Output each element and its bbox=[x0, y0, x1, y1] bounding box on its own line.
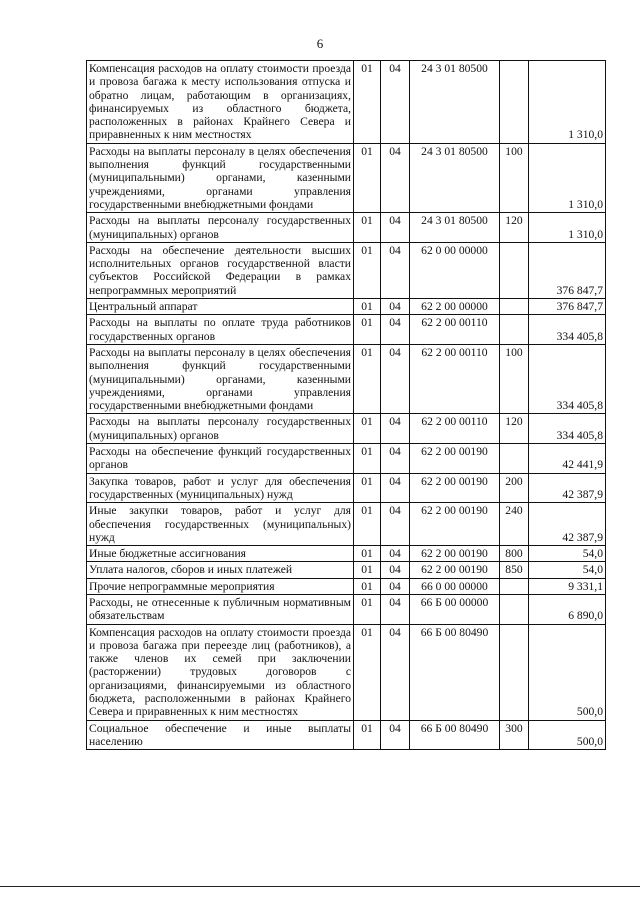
subsection-code-cell: 04 bbox=[381, 61, 410, 144]
expense-name-cell: Иные бюджетные ассигнования bbox=[87, 546, 354, 562]
expense-type-code-cell: 300 bbox=[500, 720, 529, 750]
expense-type-code-cell: 850 bbox=[500, 562, 529, 578]
subsection-code-cell: 04 bbox=[381, 344, 410, 413]
table-row bbox=[87, 61, 606, 144]
page-number: 6 bbox=[316, 36, 324, 51]
section-code-cell: 01 bbox=[354, 720, 381, 750]
amount-cell: 334 405,8 bbox=[529, 414, 606, 444]
subsection-code-cell: 04 bbox=[381, 594, 410, 624]
expense-type-code-cell: 120 bbox=[500, 213, 529, 243]
subsection-code-cell: 04 bbox=[381, 143, 410, 212]
subsection-code-cell: 04 bbox=[381, 578, 410, 594]
section-code-cell: 01 bbox=[354, 546, 381, 562]
target-article-code-cell: 62 2 00 00190 bbox=[410, 546, 500, 562]
target-article-code-cell: 66 0 00 00000 bbox=[410, 578, 500, 594]
amount-cell: 1 310,0 bbox=[529, 213, 606, 243]
section-code-cell: 01 bbox=[354, 594, 381, 624]
amount-cell: 42 387,9 bbox=[529, 503, 606, 546]
expense-name-cell: Расходы на обеспечение функций государственных органов bbox=[87, 444, 354, 474]
target-article-code-cell: 24 3 01 80500 bbox=[410, 61, 500, 144]
target-article-code-cell: 62 2 00 00190 bbox=[410, 562, 500, 578]
expense-name-cell: Расходы на выплаты персоналу государственных (муниципальных) органов bbox=[87, 414, 354, 444]
expense-name-cell: Расходы, не отнесенные к публичным нормативным обязательствам bbox=[87, 594, 354, 624]
table-row bbox=[87, 546, 606, 562]
table-row bbox=[87, 503, 606, 546]
expense-type-code-cell bbox=[500, 594, 529, 624]
expense-name-cell: Прочие непрограммные мероприятия bbox=[87, 578, 354, 594]
expense-type-code-cell bbox=[500, 624, 529, 720]
expense-name-cell: Иные закупки товаров, работ и услуг для обеспечения государственных (муниципальных) нужд bbox=[87, 503, 354, 546]
section-code-cell: 01 bbox=[354, 242, 381, 298]
amount-cell: 1 310,0 bbox=[529, 61, 606, 144]
target-article-code-cell: 62 2 00 00190 bbox=[410, 473, 500, 503]
expense-name-cell: Расходы на выплаты персоналу в целях обеспечения выполнения функций государственными (муниципальными) органами, казенными учреждениями, органами управления государственными внебюджетными фондами bbox=[87, 143, 354, 212]
expense-name-cell: Расходы на выплаты персоналу государственных (муниципальных) органов bbox=[87, 213, 354, 243]
expense-type-code-cell: 800 bbox=[500, 546, 529, 562]
expense-name-cell: Центральный аппарат bbox=[87, 299, 354, 315]
expense-type-code-cell bbox=[500, 315, 529, 345]
expense-name-cell: Расходы на выплаты по оплате труда работников государственных органов bbox=[87, 315, 354, 345]
section-code-cell: 01 bbox=[354, 344, 381, 413]
expense-name-cell: Расходы на обеспечение деятельности высших исполнительных органов государственной власти субъектов Российской Федерации в рамках непрограммных мероприятий bbox=[87, 242, 354, 298]
subsection-code-cell: 04 bbox=[381, 414, 410, 444]
expense-type-code-cell: 100 bbox=[500, 143, 529, 212]
amount-cell: 500,0 bbox=[529, 720, 606, 750]
table-row bbox=[87, 344, 606, 413]
subsection-code-cell: 04 bbox=[381, 444, 410, 474]
section-code-cell: 01 bbox=[354, 213, 381, 243]
expense-type-code-cell bbox=[500, 444, 529, 474]
expense-name-cell: Расходы на выплаты персоналу в целях обеспечения выполнения функций государственными (муниципальными) органами, казенными учреждениями, органами управления государственными внебюджетными фондами bbox=[87, 344, 354, 413]
amount-cell: 334 405,8 bbox=[529, 344, 606, 413]
section-code-cell: 01 bbox=[354, 562, 381, 578]
section-code-cell: 01 bbox=[354, 299, 381, 315]
expense-type-code-cell: 240 bbox=[500, 503, 529, 546]
expense-type-code-cell: 120 bbox=[500, 414, 529, 444]
subsection-code-cell: 04 bbox=[381, 546, 410, 562]
section-code-cell: 01 bbox=[354, 444, 381, 474]
table-row bbox=[87, 594, 606, 624]
table-row bbox=[87, 143, 606, 212]
subsection-code-cell: 04 bbox=[381, 315, 410, 345]
amount-cell: 500,0 bbox=[529, 624, 606, 720]
subsection-code-cell: 04 bbox=[381, 503, 410, 546]
table-row bbox=[87, 578, 606, 594]
section-code-cell: 01 bbox=[354, 143, 381, 212]
amount-cell: 9 331,1 bbox=[529, 578, 606, 594]
amount-cell: 334 405,8 bbox=[529, 315, 606, 345]
amount-cell: 42 387,9 bbox=[529, 473, 606, 503]
target-article-code-cell: 24 3 01 80500 bbox=[410, 143, 500, 212]
target-article-code-cell: 66 Б 00 80490 bbox=[410, 624, 500, 720]
amount-cell: 376 847,7 bbox=[529, 299, 606, 315]
expense-type-code-cell bbox=[500, 61, 529, 144]
section-code-cell: 01 bbox=[354, 315, 381, 345]
table-row bbox=[87, 624, 606, 720]
expense-name-cell: Компенсация расходов на оплату стоимости проезда и провоза багажа к месту использования отпуска и обратно лицам, работающим в организациях, финансируемых из областного бюджета, расположенных в районах Крайнего Севера и приравненных к ним местностях bbox=[87, 61, 354, 144]
section-code-cell: 01 bbox=[354, 503, 381, 546]
section-code-cell: 01 bbox=[354, 473, 381, 503]
expense-name-cell: Закупка товаров, работ и услуг для обеспечения государственных (муниципальных) нужд bbox=[87, 473, 354, 503]
amount-cell: 54,0 bbox=[529, 546, 606, 562]
table-row bbox=[87, 444, 606, 474]
target-article-code-cell: 66 Б 00 00000 bbox=[410, 594, 500, 624]
subsection-code-cell: 04 bbox=[381, 473, 410, 503]
table-row bbox=[87, 562, 606, 578]
target-article-code-cell: 62 2 00 00110 bbox=[410, 315, 500, 345]
amount-cell: 6 890,0 bbox=[529, 594, 606, 624]
expense-type-code-cell bbox=[500, 578, 529, 594]
section-code-cell: 01 bbox=[354, 61, 381, 144]
target-article-code-cell: 66 Б 00 80490 bbox=[410, 720, 500, 750]
amount-cell: 376 847,7 bbox=[529, 242, 606, 298]
target-article-code-cell: 62 2 00 00000 bbox=[410, 299, 500, 315]
table-row bbox=[87, 473, 606, 503]
target-article-code-cell: 62 2 00 00110 bbox=[410, 344, 500, 413]
expense-name-cell: Компенсация расходов на оплату стоимости проезда и провоза багажа при переезде лиц (работников), а также членов их семей при заключении (расторжении) трудовых договоров с организациями, финансируемыми из областного бюджета, расположенными в районах Крайнего Севера и приравненных к ним местностях bbox=[87, 624, 354, 720]
amount-cell: 1 310,0 bbox=[529, 143, 606, 212]
table-row bbox=[87, 720, 606, 750]
table-row bbox=[87, 299, 606, 315]
section-code-cell: 01 bbox=[354, 624, 381, 720]
subsection-code-cell: 04 bbox=[381, 299, 410, 315]
expense-type-code-cell: 200 bbox=[500, 473, 529, 503]
expense-type-code-cell bbox=[500, 242, 529, 298]
amount-cell: 42 441,9 bbox=[529, 444, 606, 474]
expense-type-code-cell bbox=[500, 299, 529, 315]
target-article-code-cell: 62 2 00 00190 bbox=[410, 503, 500, 546]
page-bottom-rule bbox=[0, 886, 640, 887]
expense-name-cell: Социальное обеспечение и иные выплаты населению bbox=[87, 720, 354, 750]
expense-type-code-cell: 100 bbox=[500, 344, 529, 413]
target-article-code-cell: 62 2 00 00190 bbox=[410, 444, 500, 474]
section-code-cell: 01 bbox=[354, 578, 381, 594]
table-row bbox=[87, 315, 606, 345]
table-row bbox=[87, 213, 606, 243]
table-row bbox=[87, 242, 606, 298]
target-article-code-cell: 62 2 00 00110 bbox=[410, 414, 500, 444]
target-article-code-cell: 24 3 01 80500 bbox=[410, 213, 500, 243]
amount-cell: 54,0 bbox=[529, 562, 606, 578]
table-row bbox=[87, 414, 606, 444]
section-code-cell: 01 bbox=[354, 414, 381, 444]
expense-name-cell: Уплата налогов, сборов и иных платежей bbox=[87, 562, 354, 578]
subsection-code-cell: 04 bbox=[381, 242, 410, 298]
subsection-code-cell: 04 bbox=[381, 624, 410, 720]
subsection-code-cell: 04 bbox=[381, 720, 410, 750]
subsection-code-cell: 04 bbox=[381, 562, 410, 578]
subsection-code-cell: 04 bbox=[381, 213, 410, 243]
target-article-code-cell: 62 0 00 00000 bbox=[410, 242, 500, 298]
budget-table bbox=[86, 60, 606, 750]
